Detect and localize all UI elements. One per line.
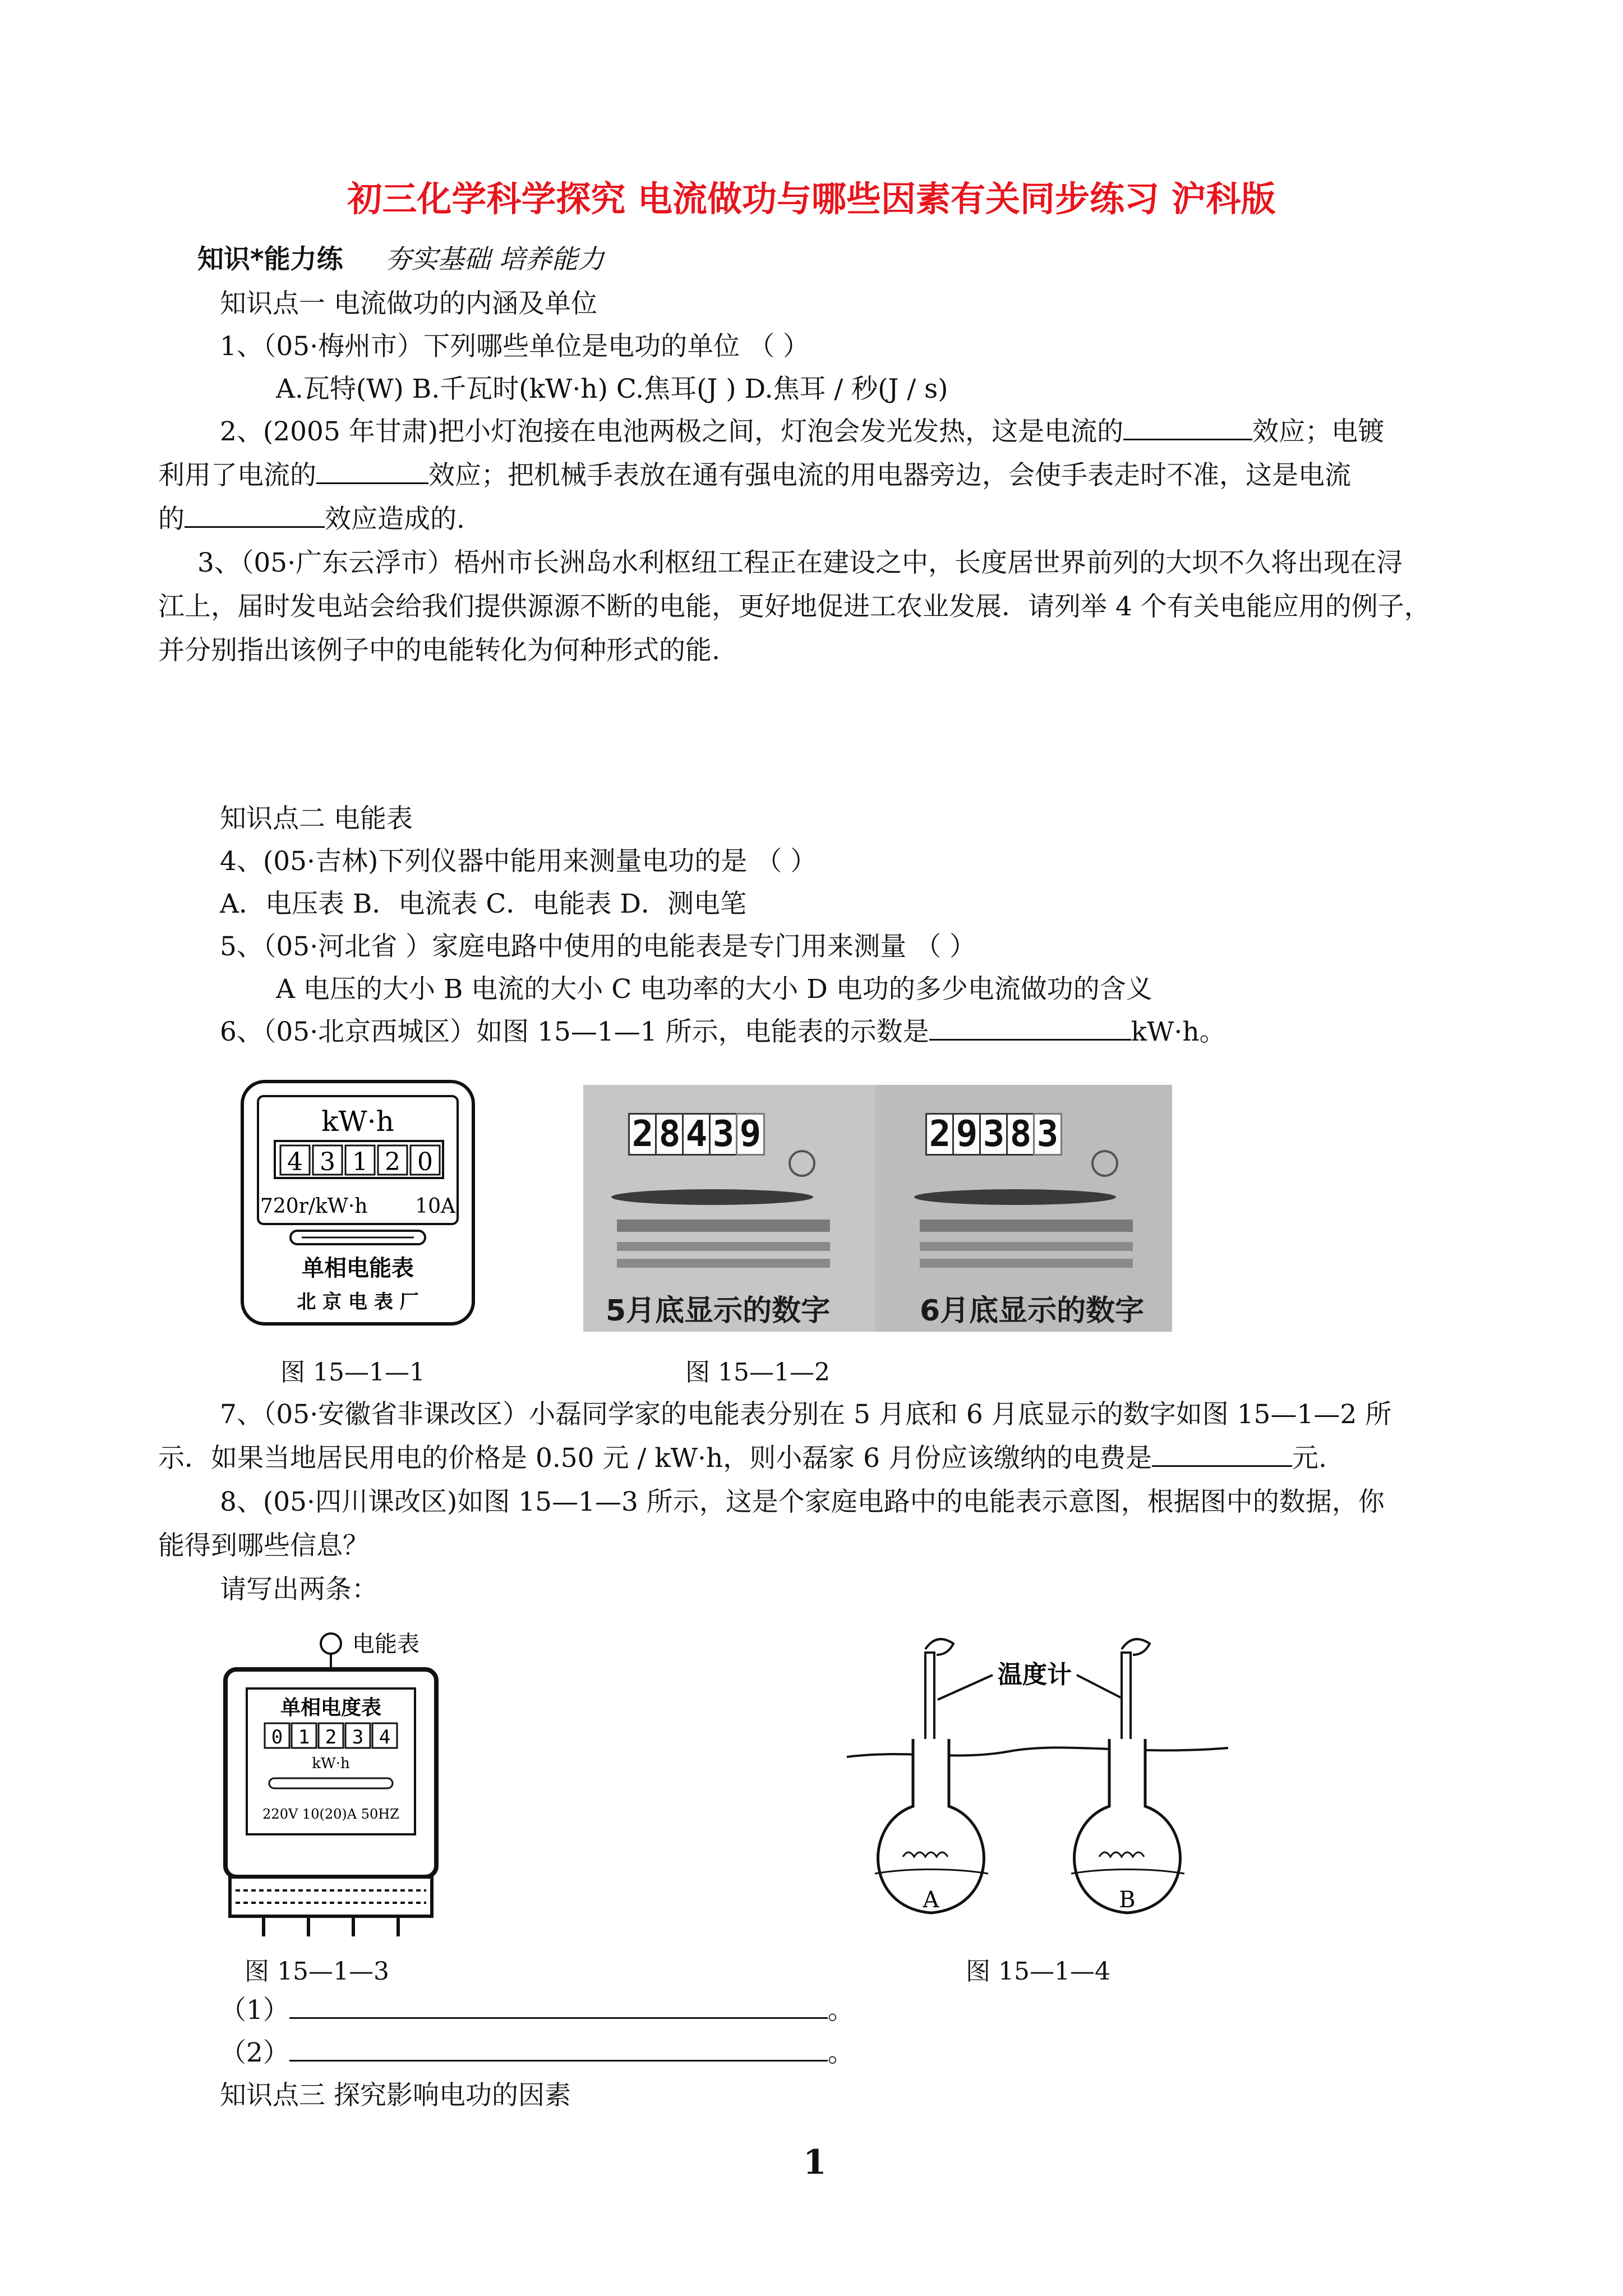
question-2-text: 的 xyxy=(158,504,185,535)
meter-sketch-digits xyxy=(265,1723,397,1749)
question-8-line-2: 能得到哪些信息？ xyxy=(158,1530,369,1561)
may-label: 5月底显示的数字 xyxy=(606,1294,831,1328)
question-2-line-2 xyxy=(158,459,1351,493)
may-digit: 9 xyxy=(736,1113,765,1156)
june-digit: 9 xyxy=(952,1113,981,1156)
meter-sketch xyxy=(219,1627,443,1941)
page-number: 1 xyxy=(803,2143,827,2182)
question-6-stem xyxy=(220,1015,1226,1049)
question-3-line-2: 江上，届时发电站会给我们提供源源不断的电能，更好地促进工农业发展．请列举 4 个有关电能应用的例子， xyxy=(158,591,1431,622)
figure-15-1-4-caption: 图 15—1—4 xyxy=(966,1957,1110,1986)
meter-digit: 4 xyxy=(287,1148,303,1176)
question-4-options: A．电压表 B．电流表 C．电能表 D．测电笔 xyxy=(220,889,746,919)
answer-blank[interactable] xyxy=(316,460,428,484)
meter-sketch-digit: 3 xyxy=(352,1726,364,1749)
meter-digit: 3 xyxy=(320,1148,335,1176)
june-digit: 3 xyxy=(1033,1113,1062,1156)
meter-rating-right: 10A xyxy=(415,1195,455,1218)
answer-line-1 xyxy=(220,1994,854,2027)
question-2-text: 效应；电镀 xyxy=(1252,416,1385,447)
section-header xyxy=(197,243,605,277)
answer-blank[interactable] xyxy=(1123,416,1252,440)
question-2-text: 2、(2005 年甘肃)把小灯泡接在电池两极之间，灯泡会发光发热，这是电流的 xyxy=(220,416,1124,447)
answer-1-label: （1） xyxy=(220,1995,289,2026)
question-2-line-3 xyxy=(158,503,465,536)
may-digit: 4 xyxy=(682,1113,711,1156)
flask-b-label: B xyxy=(1119,1887,1136,1913)
flask-apparatus xyxy=(841,1621,1234,1935)
question-7-line-1: 7、（05·安徽省非课改区）小磊同学家的电能表分别在 5 月底和 6 月底显示的数字如图 15—1—2 所 xyxy=(220,1399,1392,1430)
june-label: 6月底显示的数字 xyxy=(920,1294,1145,1328)
meter-sketch-unit: kW·h xyxy=(312,1755,350,1772)
meter-maker: 北 京 电 表 厂 xyxy=(297,1291,419,1313)
question-7-text: 示．如果当地居民用电的价格是 0.50 元 / kW·h，则小磊家 6 月份应该缴纳的电费是 xyxy=(158,1443,1152,1474)
question-7-line-2 xyxy=(158,1442,1327,1475)
answer-1-blank[interactable] xyxy=(289,1995,828,2019)
meter-rating-left: 720r/kW·h xyxy=(260,1195,368,1218)
answer-2-blank[interactable] xyxy=(289,2037,828,2062)
meter-sketch-digit: 1 xyxy=(298,1726,310,1749)
answer-blank[interactable] xyxy=(1152,1443,1292,1467)
question-2-line-1 xyxy=(220,415,1384,449)
question-6-unit: kW·h。 xyxy=(1131,1016,1226,1047)
section-label: 知识*能力练 xyxy=(197,244,343,275)
page-title: 初三化学科学探究 电流做功与哪些因素有关同步练习 沪科版 xyxy=(347,178,1276,219)
meter-digit: 1 xyxy=(352,1148,368,1176)
answer-line-2 xyxy=(220,2036,854,2070)
figure-15-1-3 xyxy=(219,1627,443,1941)
meter-sketch-digit: 4 xyxy=(379,1726,391,1749)
question-2-text: 利用了电流的 xyxy=(158,460,316,491)
question-6-text: 6、（05·北京西城区）如图 15—1—1 所示，电能表的示数是 xyxy=(220,1016,929,1047)
answer-1-end: 。 xyxy=(827,1995,854,2026)
section-motto: 夯实基础 培养能力 xyxy=(385,244,605,275)
question-5-options: A 电压的大小 B 电流的大小 C 电功率的大小 D 电功的多少电流做功的含义 xyxy=(276,974,1152,1005)
meter-sketch-rating: 220V 10(20)A 50HZ xyxy=(262,1806,399,1822)
figure-15-1-1 xyxy=(240,1079,476,1326)
question-1-stem: 1、（05·梅州市）下列哪些单位是电功的单位 （ ） xyxy=(220,331,810,362)
meter-digit: 0 xyxy=(417,1148,433,1176)
flask-a-label: A xyxy=(923,1887,939,1913)
question-4-stem: 4、(05·吉林)下列仪器中能用来测量电功的是 （ ） xyxy=(220,846,817,877)
figure-15-1-4 xyxy=(841,1621,1234,1935)
may-digit: 8 xyxy=(655,1113,684,1156)
question-1-options: A.瓦特(W) B.千瓦时(kW·h) C.焦耳(J ) D.焦耳 / 秒(J / s) xyxy=(276,374,948,404)
question-3-line-3: 并分别指出该例子中的电能转化为何种形式的能. xyxy=(158,635,720,666)
question-5-stem: 5、（05·河北省 ）家庭电路中使用的电能表是专门用来测量 （ ） xyxy=(220,931,976,962)
answer-2-label: （2） xyxy=(220,2037,289,2068)
figure-15-1-2 xyxy=(583,1085,1172,1332)
june-digit: 2 xyxy=(925,1113,955,1156)
meter-sketch-digit: 0 xyxy=(271,1726,283,1749)
meter-sketch-tag: 电能表 xyxy=(352,1631,419,1657)
question-2-text: 效应；把机械手表放在通有强电流的用电器旁边，会使手表走时不准，这是电流 xyxy=(428,460,1351,491)
may-digit: 2 xyxy=(628,1113,657,1156)
meter-drawing xyxy=(240,1079,476,1326)
figure-15-1-3-caption: 图 15—1—3 xyxy=(245,1957,389,1986)
answer-blank[interactable] xyxy=(929,1016,1131,1041)
thermometer-label: 温度计 xyxy=(998,1660,1072,1689)
meter-sketch-name: 单相电度表 xyxy=(280,1696,382,1719)
knowledge-point-2: 知识点二 电能表 xyxy=(220,803,413,834)
knowledge-point-1: 知识点一 电流做功的内涵及单位 xyxy=(220,288,597,319)
meter-unit: kW·h xyxy=(321,1105,394,1138)
question-8-line-3: 请写出两条： xyxy=(220,1574,378,1605)
meter-digit: 2 xyxy=(385,1148,400,1176)
june-digit: 3 xyxy=(979,1113,1008,1156)
meter-name: 单相电能表 xyxy=(302,1255,414,1281)
knowledge-point-3: 知识点三 探究影响电功的因素 xyxy=(220,2080,571,2111)
meter-sketch-digit: 2 xyxy=(325,1726,337,1749)
figure-15-1-1-caption: 图 15—1—1 xyxy=(280,1358,425,1387)
may-digit: 3 xyxy=(709,1113,738,1156)
answer-blank[interactable] xyxy=(185,504,325,528)
question-7-text: 元. xyxy=(1292,1443,1327,1474)
question-8-line-1: 8、(05·四川课改区)如图 15—1—3 所示，这是个家庭电路中的电能表示意图，根据图中的数据，你 xyxy=(220,1487,1385,1517)
figure-15-1-2-caption: 图 15—1—2 xyxy=(685,1358,830,1387)
question-3-line-1: 3、（05·广东云浮市）梧州市长洲岛水利枢纽工程正在建设之中，长度居世界前列的大坝不久将出现在浔 xyxy=(197,547,1403,578)
answer-2-end: 。 xyxy=(827,2037,854,2068)
meter-digits xyxy=(280,1145,440,1176)
question-2-text: 效应造成的. xyxy=(325,504,465,535)
june-digit: 8 xyxy=(1006,1113,1035,1156)
